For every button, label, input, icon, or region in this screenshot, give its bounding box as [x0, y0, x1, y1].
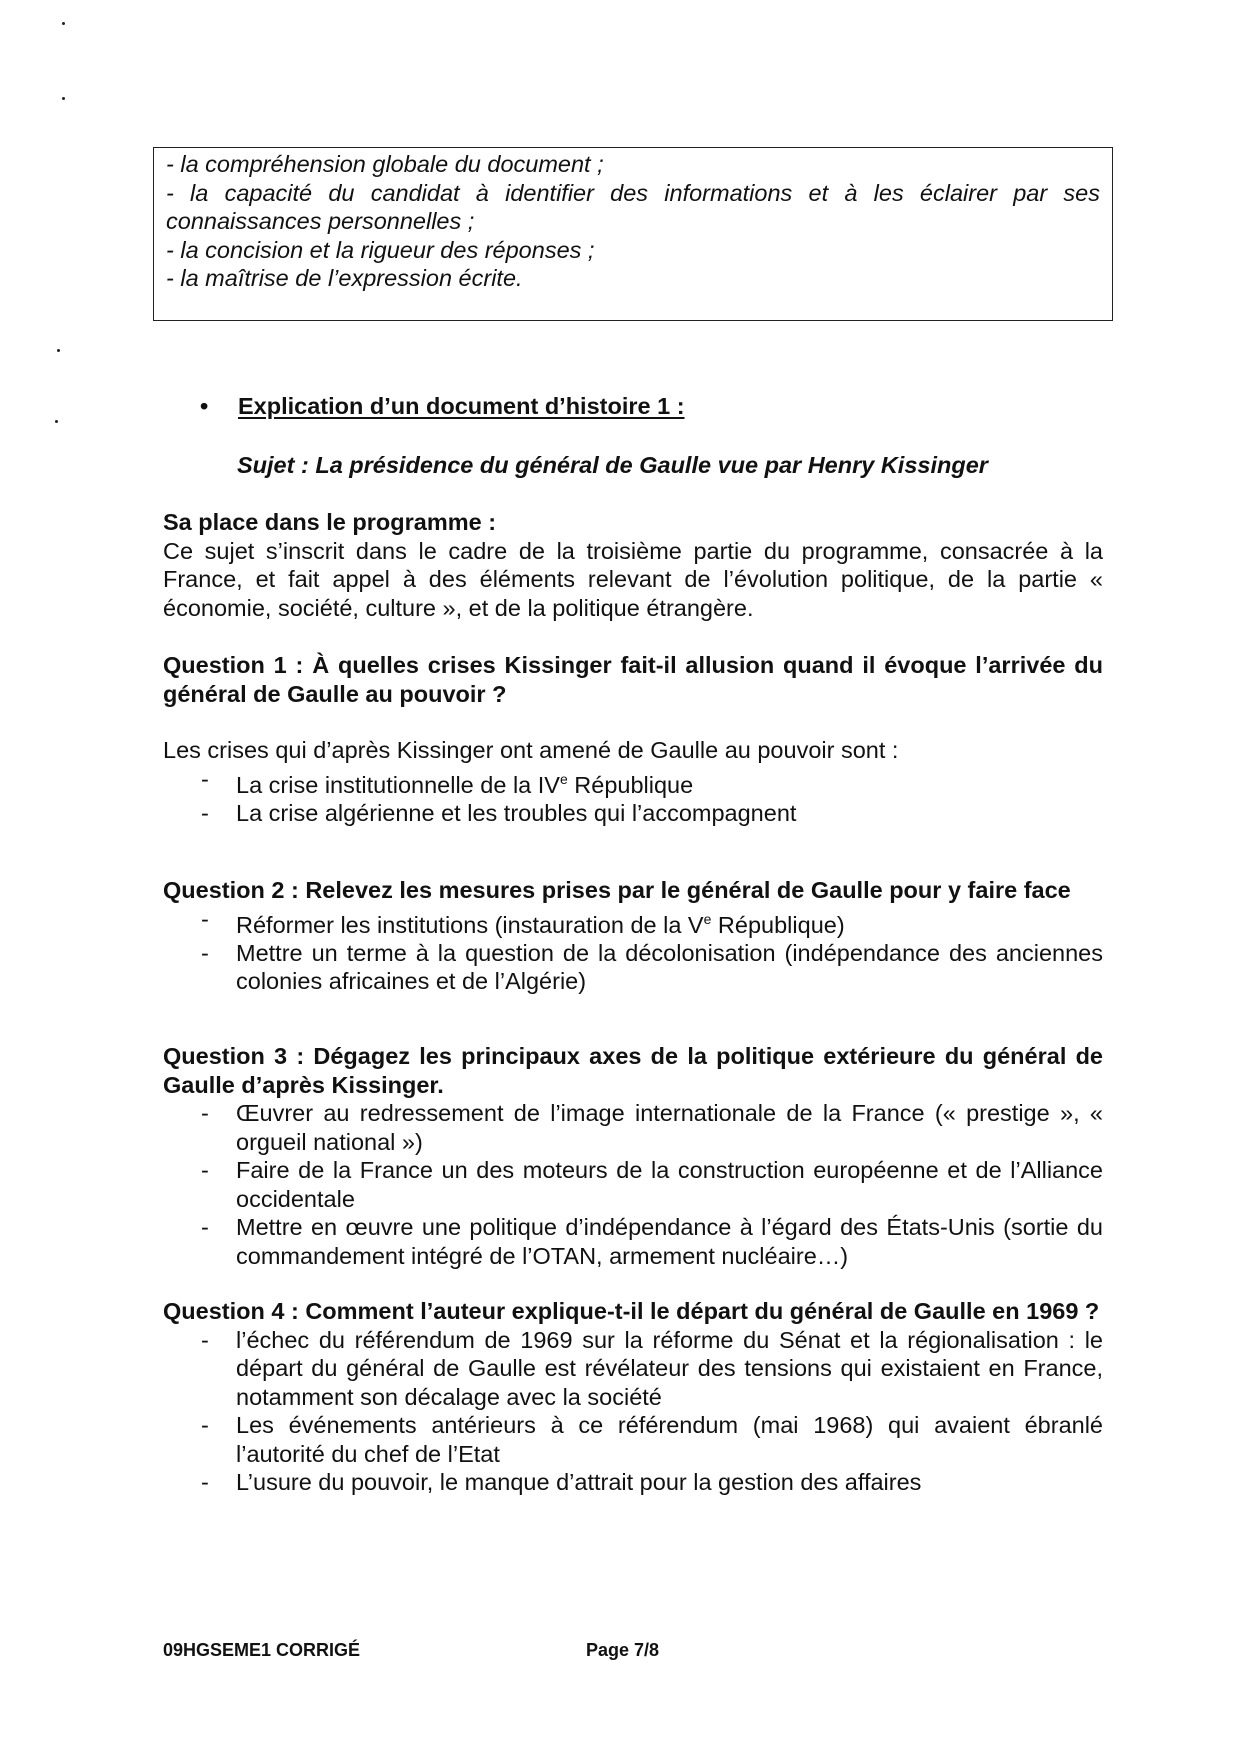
section-title: [200, 393, 685, 420]
criteria-box: [153, 147, 1113, 321]
scan-mark: [62, 22, 65, 25]
answer-item: - La crise institutionnelle de la IVe République: [201, 765, 694, 798]
answer-item: - Les événements antérieurs à ce référendum (mai 1968) qui avaient ébranlé l’autorité du chef de l’Etat: [201, 1412, 1103, 1467]
placement-heading: Sa place dans le programme :: [163, 509, 497, 535]
question-heading: Question 2 : Relevez les mesures prises par le général de Gaulle pour y faire face: [163, 877, 1071, 903]
question-4: [163, 1297, 1103, 1497]
question-intro: Les crises qui d’après Kissinger ont amené de Gaulle au pouvoir sont :: [163, 737, 899, 763]
criteria-line: - la compréhension globale du document ;: [166, 151, 604, 177]
question-heading: Question 3 : Dégagez les principaux axes de la politique extérieure du général de Gaulle d’après Kissinger.: [163, 1043, 1103, 1098]
answer-item: - Mettre un terme à la question de la décolonisation (indépendance des anciennes colonies africaines et de l’Algérie): [201, 939, 1103, 995]
placement-block: [163, 508, 1103, 622]
subject-title: Sujet : La présidence du général de Gaulle vue par Henry Kissinger: [237, 452, 988, 478]
criteria-line: - la maîtrise de l’expression écrite.: [166, 265, 523, 291]
placement-text: Ce sujet s’inscrit dans le cadre de la troisième partie du programme, consacrée à la France, et fait appel à des éléments relevant de l’évolution politique, de la partie « économie, société, culture », et de la politique étrangère.: [163, 537, 1103, 621]
section-title-text: Explication d’un document d’histoire 1 :: [238, 393, 685, 419]
question-3: [163, 1042, 1103, 1270]
page-number: Page 7/8: [586, 1640, 660, 1660]
question-1: [163, 651, 1103, 827]
question-heading: Question 4 : Comment l’auteur explique-t-il le départ du général de Gaulle en 1969 ?: [163, 1298, 1100, 1324]
answer-item: - Œuvrer au redressement de l’image internationale de la France (« prestige », « orgueil national »): [201, 1100, 1103, 1155]
bullet-icon: •: [200, 393, 209, 419]
answer-item: - Faire de la France un des moteurs de la construction européenne et de l’Alliance occidentale: [201, 1157, 1103, 1212]
answer-item: - La crise algérienne et les troubles qui l’accompagnent: [201, 799, 797, 826]
answer-item: - Réformer les institutions (instauration de la Ve République): [201, 905, 845, 938]
answer-item: - l’échec du référendum de 1969 sur la réforme du Sénat et la régionalisation : le départ du général de Gaulle est révélateur des tensions qui existaient en France, notamment son décalage avec la société: [201, 1326, 1103, 1410]
scan-mark: [57, 349, 60, 352]
criteria-line: - la concision et la rigueur des réponses ;: [166, 236, 595, 263]
answer-list: [163, 1099, 1103, 1270]
answer-item: - Mettre en œuvre une politique d’indépendance à l’égard des États-Unis (sortie du commandement intégré de l’OTAN, armement nucléaire…): [201, 1214, 1103, 1269]
question-heading: Question 1 : À quelles crises Kissinger fait-il allusion quand il évoque l’arrivée du général de Gaulle au pouvoir ?: [163, 652, 1103, 707]
question-2: [163, 876, 1103, 996]
answer-list: [163, 1326, 1103, 1497]
footer-code: 09HGSEME1 CORRIGÉ: [163, 1640, 361, 1660]
answer-item: - L’usure du pouvoir, le manque d’attrait pour la gestion des affaires: [201, 1469, 922, 1495]
answer-list: [163, 905, 1103, 996]
scan-mark: [62, 97, 65, 100]
criteria-line: - la capacité du candidat à identifier des informations et à les éclairer par ses connaissances personnelles ;: [166, 179, 1100, 234]
scan-mark: [55, 420, 58, 423]
answer-list: [163, 765, 1103, 828]
